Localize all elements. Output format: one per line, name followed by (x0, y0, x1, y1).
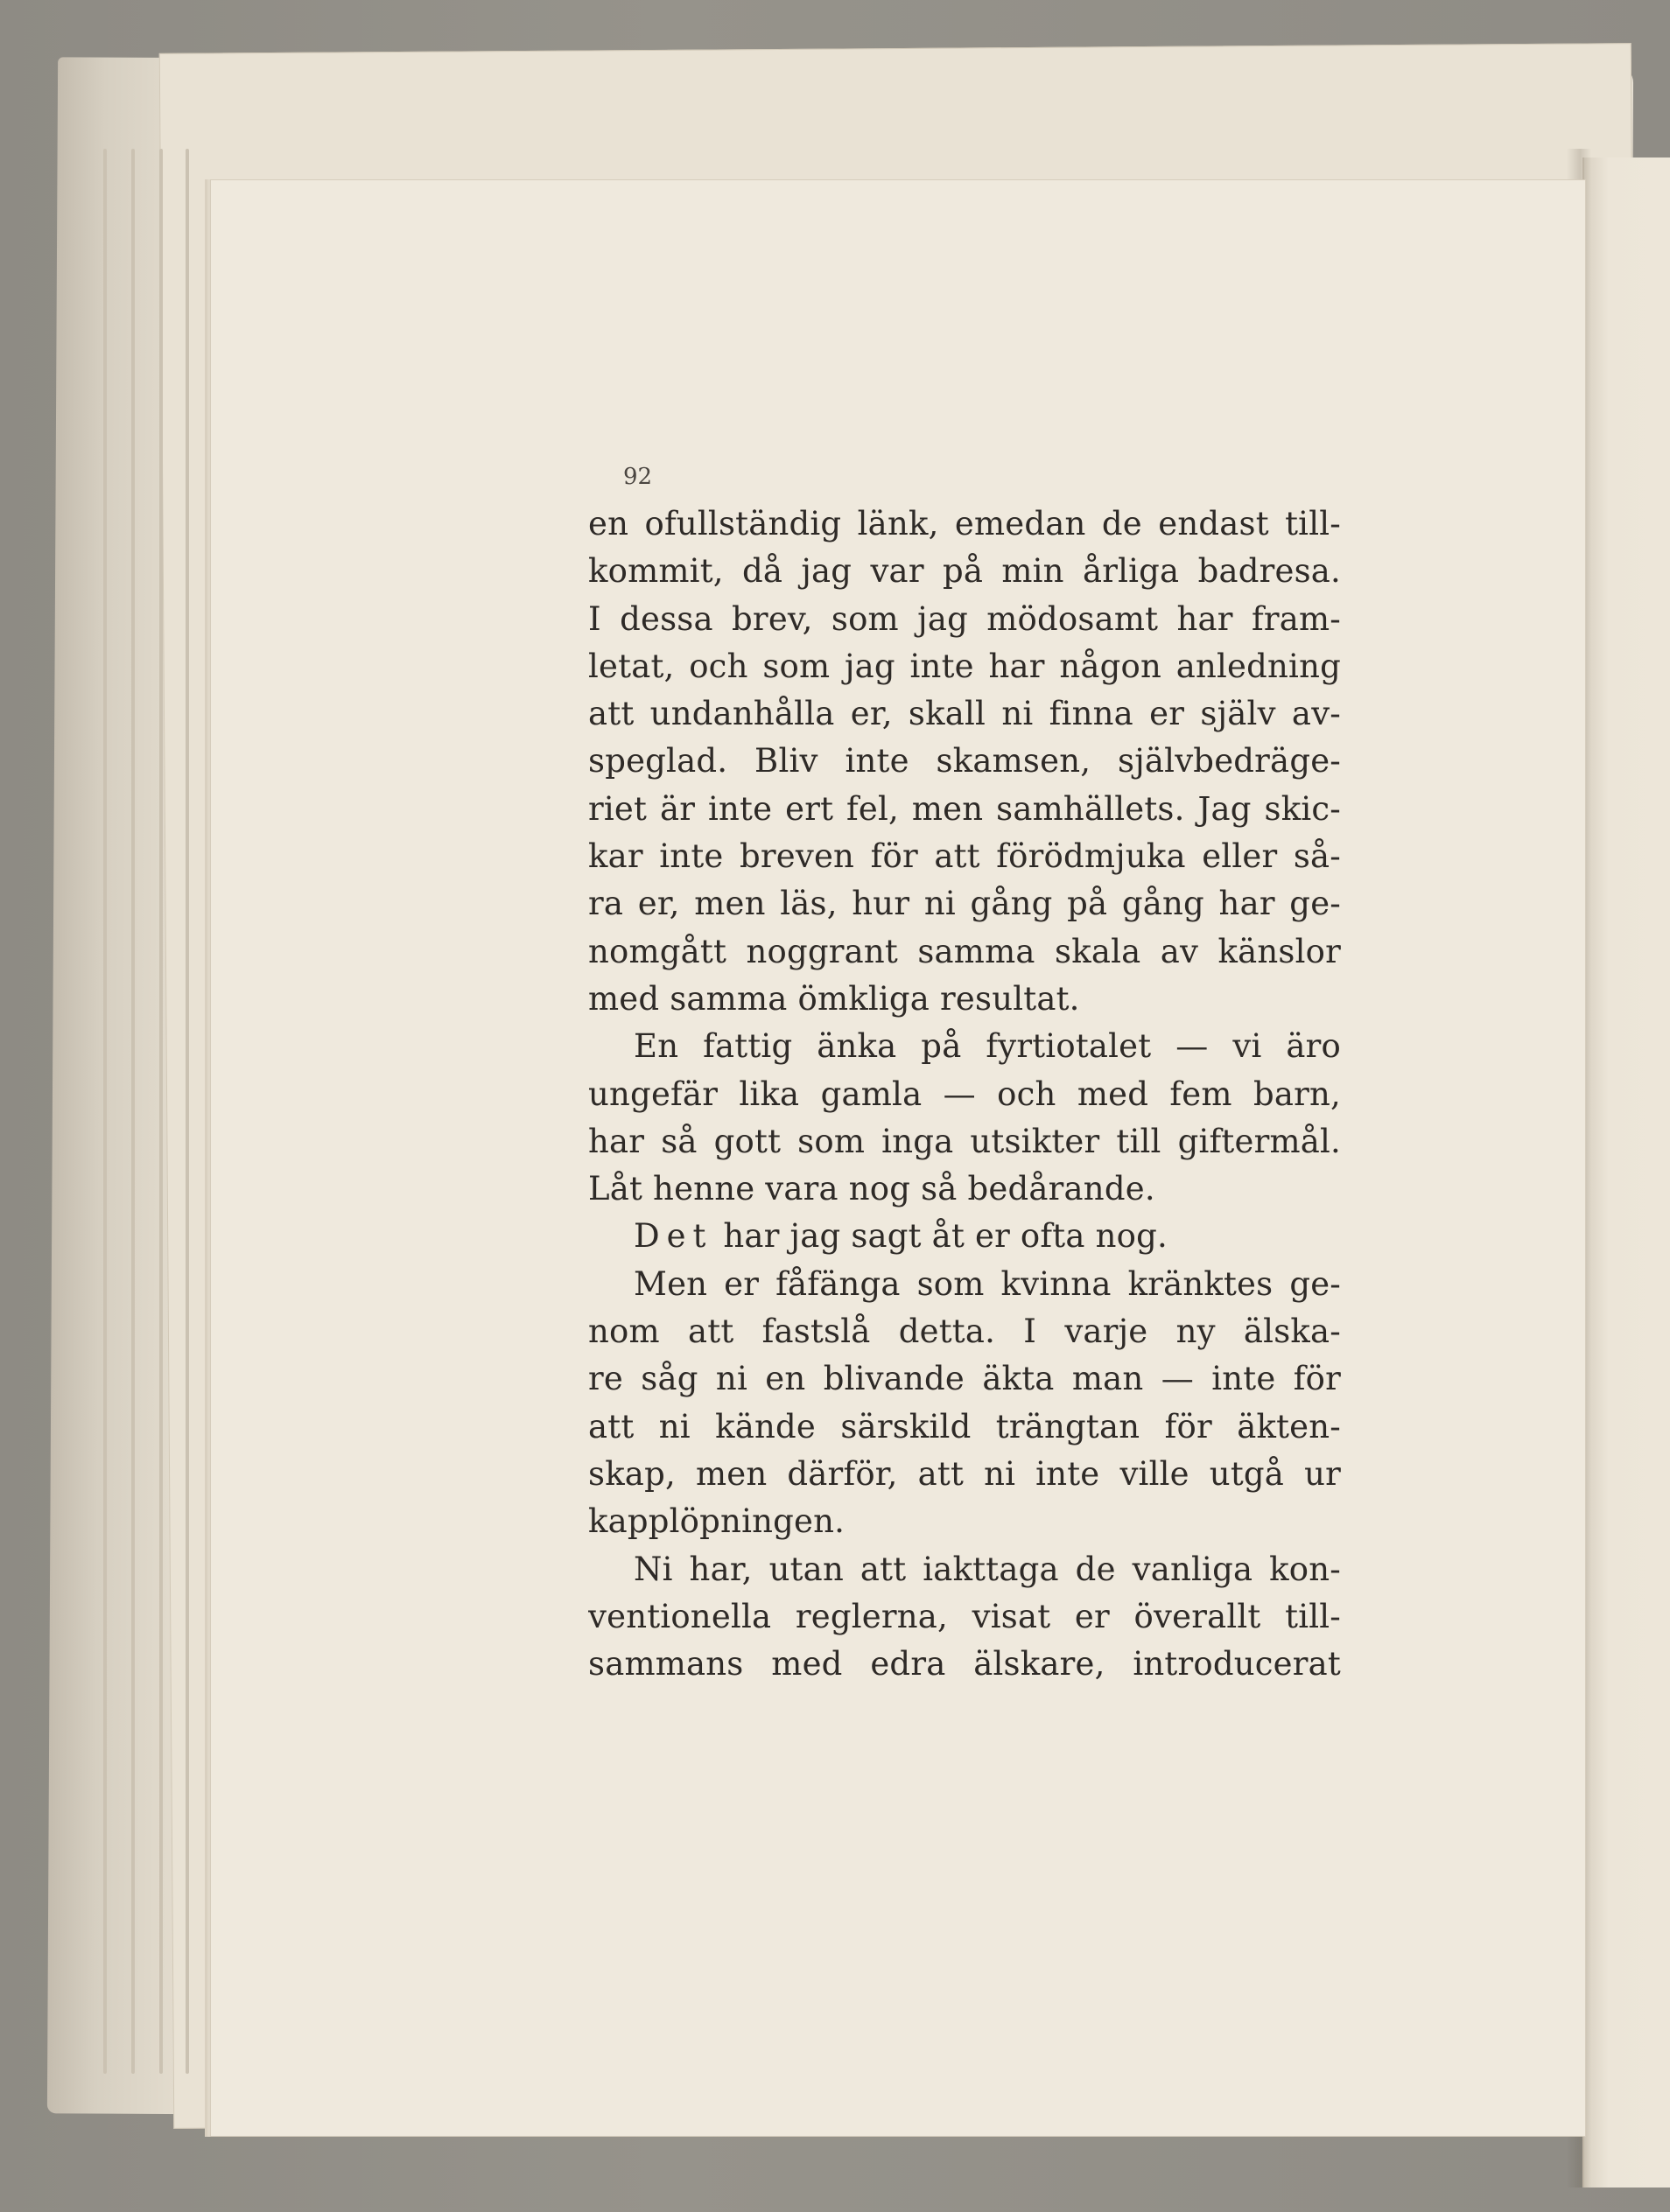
spaced-word: Det (634, 1217, 713, 1256)
text-line: re såg ni en blivande äkta man — inte för (588, 1360, 1341, 1398)
text-line: speglad. Bliv inte skamsen, självbedräge- (588, 742, 1341, 780)
text-line: nomgått noggrant samma skala av känslor (588, 932, 1341, 970)
text-line: Låt henne vara nog så bedårande. (588, 1170, 1155, 1208)
page-number: 92 (623, 464, 653, 490)
text-line: att undanhålla er, skall ni finna er själv av- (588, 695, 1341, 733)
text-line: har så gott som inga utsikter till giftermål. (588, 1122, 1341, 1160)
page-edge (186, 149, 189, 2074)
text-line: Ni har, utan att iakttaga de vanliga kon- (634, 1550, 1341, 1588)
text-line: Men er fåfänga som kvinna kränktes ge- (634, 1264, 1341, 1303)
page-edge (131, 149, 135, 2074)
text-line (588, 1213, 1341, 1260)
text-line: letat, och som jag inte har någon anledning (588, 647, 1341, 685)
page-text (588, 500, 1341, 1688)
text-line: kapplöpningen. (588, 1502, 846, 1541)
page-edge (103, 149, 107, 2074)
text-line: ra er, men läs, hur ni gång på gång har ge- (588, 885, 1341, 923)
facing-page (1582, 158, 1670, 2188)
text-line: sammans med edra älskare, introducerat (588, 1645, 1341, 1684)
text-line: skap, men därför, att ni inte ville utgå ur (588, 1454, 1341, 1493)
text-line: en ofullständig länk, emedan de endast till- (588, 505, 1341, 542)
text-line-rest: har jag sagt åt er ofta nog. (723, 1217, 1168, 1256)
text-line: kar inte breven för att förödmjuka eller så- (588, 837, 1341, 876)
text-line: ventionella reglerna, visat er överallt till- (588, 1597, 1341, 1635)
text-line: med samma ömkliga resultat. (588, 979, 1080, 1018)
text-line: En fattig änka på fyrtiotalet — vi äro (634, 1027, 1341, 1066)
text-line: I dessa brev, som jag mödosamt har fram- (588, 599, 1341, 638)
text-line: kommit, då jag var på min årliga badresa. (588, 552, 1341, 591)
text-line: riet är inte ert fel, men samhällets. Jag skic- (588, 789, 1341, 828)
text-line: att ni kände särskild trängtan för äkten- (588, 1407, 1341, 1446)
page-edge (159, 149, 163, 2074)
text-line: ungefär lika gamla — och med fem barn, (588, 1074, 1341, 1113)
text-line: nom att fastslå detta. I varje ny älska- (588, 1312, 1341, 1351)
